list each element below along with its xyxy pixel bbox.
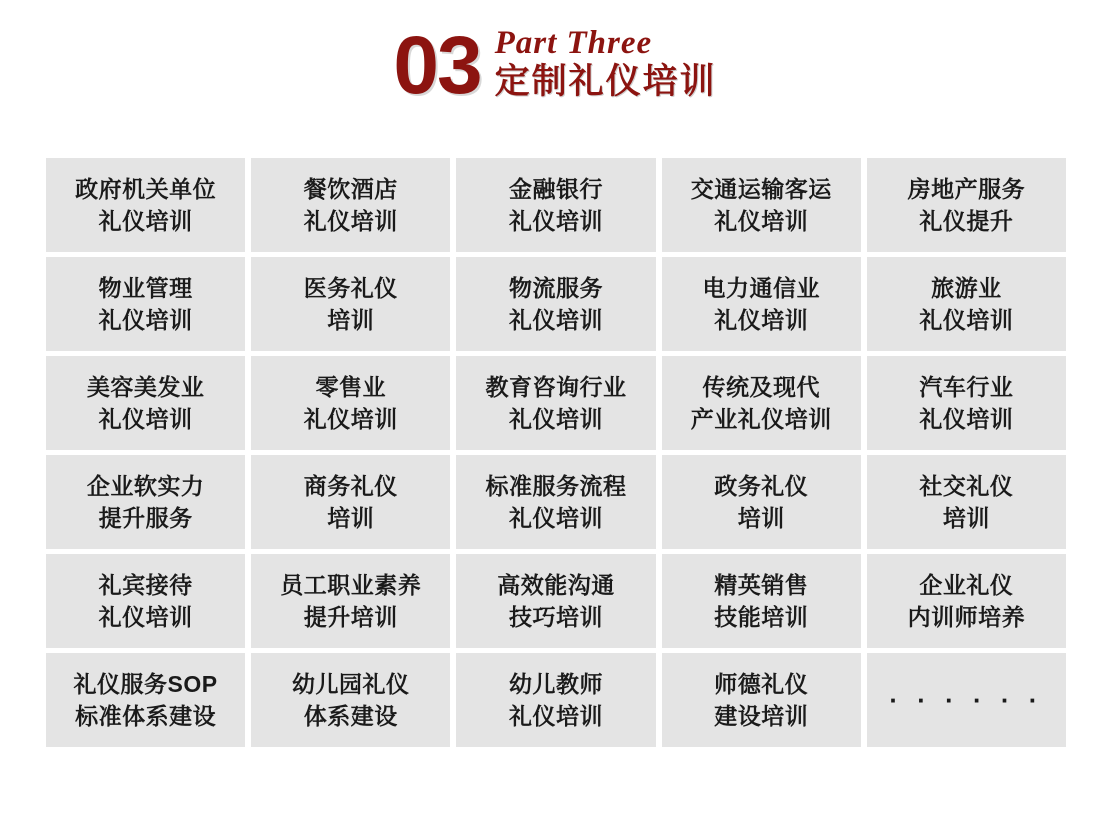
- grid-cell-line-2: 内训师培养: [907, 604, 1026, 630]
- grid-cell-line-1: 物业管理: [98, 275, 193, 301]
- grid-cell-line-2: 礼仪培训: [508, 505, 603, 531]
- grid-cell: [46, 257, 245, 351]
- grid-cell-line-1: 企业礼仪: [919, 572, 1014, 598]
- section-number: 03: [393, 20, 481, 111]
- grid-cell: [867, 455, 1066, 549]
- grid-cell-line-1: 企业软实力: [86, 473, 205, 499]
- grid-cell-line-1: 餐饮酒店: [303, 176, 398, 202]
- grid-cell-line-2: 培训: [737, 505, 785, 531]
- grid-cell: [867, 257, 1066, 351]
- grid-cell: [456, 653, 655, 747]
- grid-cell-line-1: 物流服务: [508, 275, 603, 301]
- grid-cell: [46, 455, 245, 549]
- grid-cell-line-1: 商务礼仪: [303, 473, 398, 499]
- grid-cell-line-1: 礼宾接待: [98, 572, 193, 598]
- grid-cell: [46, 554, 245, 648]
- grid-cell-line-1: 教育咨询行业: [485, 374, 627, 400]
- grid-cell-line-2: 培训: [942, 505, 990, 531]
- grid-cell-line-1: 员工职业素养: [280, 572, 422, 598]
- grid-cell: [251, 653, 450, 747]
- grid-cell-line-1: 医务礼仪: [303, 275, 398, 301]
- grid-cell-line-2: 礼仪培训: [303, 406, 398, 432]
- grid-cell-line-2: 提升培训: [303, 604, 398, 630]
- grid-cell-line-2: 培训: [327, 307, 375, 333]
- grid-cell: [456, 158, 655, 252]
- grid-cell: [662, 554, 861, 648]
- grid-cell-line-2: 礼仪培训: [98, 406, 193, 432]
- grid-cell-line-1: 师德礼仪: [714, 671, 809, 697]
- grid-cell: [867, 158, 1066, 252]
- grid-cell: [867, 554, 1066, 648]
- grid-cell-line-2: 建设培训: [714, 703, 809, 729]
- grid-cell-line-2: 礼仪培训: [919, 307, 1014, 333]
- grid-cell-line-2: 礼仪培训: [508, 703, 603, 729]
- grid-cell: [456, 356, 655, 450]
- grid-cell: [456, 455, 655, 549]
- section-chinese-title: 定制礼仪培训: [494, 62, 717, 101]
- grid-cell-line-2: 培训: [327, 505, 375, 531]
- grid-cell-line-2: 技能培训: [714, 604, 809, 630]
- grid-cell-line-1: 传统及现代: [702, 374, 820, 400]
- grid-cell: [662, 158, 861, 252]
- grid-cell-line-1: 政府机关单位: [75, 176, 217, 202]
- grid-cell-line-2: 礼仪培训: [508, 208, 603, 234]
- grid-cell-line-1: 交通运输客运: [690, 176, 832, 202]
- grid-cell-line-1: 政务礼仪: [714, 473, 809, 499]
- grid-cell-line-2: 礼仪培训: [98, 208, 193, 234]
- grid-cell-line-2: 礼仪培训: [714, 307, 809, 333]
- training-topics-grid: [46, 158, 1066, 747]
- grid-cell-line-1: 礼仪服务SOP: [73, 671, 218, 697]
- grid-cell-line-2: 礼仪培训: [714, 208, 809, 234]
- grid-cell-line-1: 社交礼仪: [919, 473, 1014, 499]
- grid-cell: [251, 257, 450, 351]
- grid-cell-line-2: 礼仪培训: [919, 406, 1014, 432]
- grid-cell-line-2: 提升服务: [98, 505, 193, 531]
- grid-cell-line-1: 零售业: [315, 374, 387, 400]
- grid-cell: [456, 554, 655, 648]
- grid-cell: [251, 158, 450, 252]
- grid-cell-line-1: · · · · · ·: [889, 685, 1044, 715]
- grid-cell-line-2: 礼仪培训: [98, 604, 193, 630]
- header-title-group: [495, 25, 717, 103]
- grid-cell: [46, 653, 245, 747]
- grid-cell: [251, 455, 450, 549]
- grid-cell: [662, 455, 861, 549]
- grid-cell-line-1: 电力通信业: [702, 275, 820, 301]
- grid-cell-line-1: 精英销售: [714, 572, 809, 598]
- section-english-title: Part Three: [494, 25, 653, 61]
- grid-cell: [662, 356, 861, 450]
- grid-cell-line-2: 礼仪培训: [508, 307, 603, 333]
- grid-cell: [662, 257, 861, 351]
- grid-cell-line-1: 高效能沟通: [497, 572, 615, 598]
- grid-cell-line-1: 旅游业: [931, 275, 1002, 301]
- grid-cell-line-2: 礼仪培训: [508, 406, 603, 432]
- grid-cell-line-2: 体系建设: [303, 703, 398, 729]
- grid-cell-line-2: 产业礼仪培训: [690, 406, 832, 432]
- grid-cell: [251, 554, 450, 648]
- grid-cell-line-1: 标准服务流程: [485, 473, 627, 499]
- grid-cell-line-1: 幼儿教师: [508, 671, 603, 697]
- grid-cell-line-2: 礼仪提升: [919, 208, 1014, 234]
- grid-cell-line-2: 礼仪培训: [303, 208, 398, 234]
- grid-cell: [662, 653, 861, 747]
- grid-cell: [456, 257, 655, 351]
- grid-cell-line-2: 技巧培训: [508, 604, 603, 630]
- slide-header: [0, 0, 1110, 110]
- grid-cell-line-1: 幼儿园礼仪: [292, 671, 410, 697]
- grid-cell-line-2: 标准体系建设: [75, 703, 217, 729]
- grid-cell: [46, 356, 245, 450]
- grid-cell-line-1: 汽车行业: [919, 374, 1014, 400]
- grid-cell: [46, 158, 245, 252]
- grid-cell: [867, 356, 1066, 450]
- grid-cell: [251, 356, 450, 450]
- grid-cell-more: [867, 653, 1066, 747]
- grid-cell-line-2: 礼仪培训: [98, 307, 193, 333]
- grid-cell-line-1: 美容美发业: [86, 374, 205, 400]
- grid-cell-line-1: 房地产服务: [907, 176, 1026, 202]
- grid-cell-line-1: 金融银行: [508, 176, 603, 202]
